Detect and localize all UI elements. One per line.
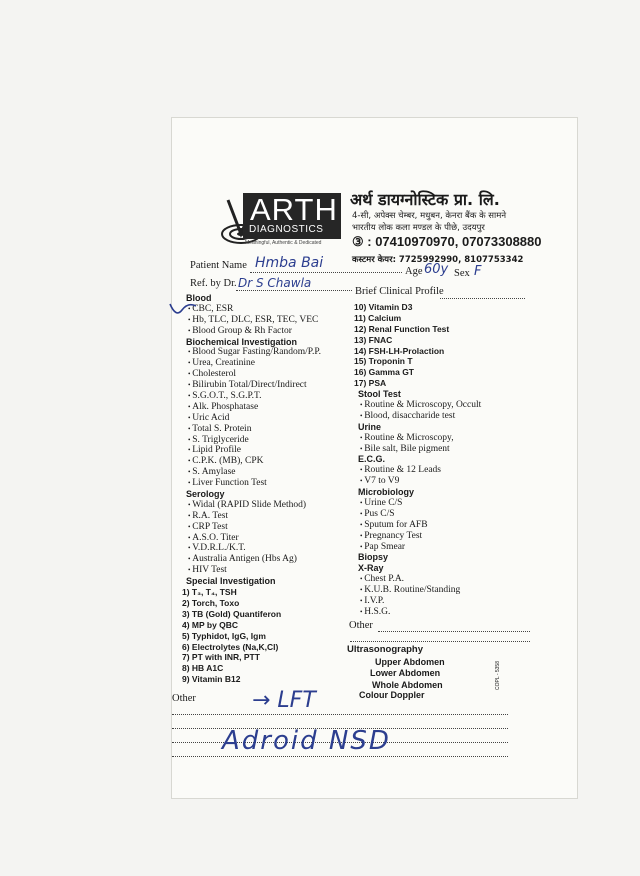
sex-label: Sex (454, 268, 470, 279)
usg-upper-abdomen: Upper Abdomen (375, 657, 445, 667)
test-checkbox-item[interactable]: • Uric Acid (188, 413, 321, 424)
test-checkbox-item[interactable]: • R.A. Test (188, 511, 321, 522)
section-heading: Serology (186, 489, 225, 500)
section-heading: Blood (186, 293, 212, 303)
test-checkbox-item[interactable]: • Total S. Protein (188, 424, 321, 435)
patient-name-value: Hmba Bai (255, 255, 324, 271)
numbered-test-item[interactable]: 16) Gamma GT (354, 367, 414, 378)
customer-care: कस्टमर केयर: 7725992990, 8107753342 (352, 255, 524, 265)
phone-numbers: ③ : 07410970970, 07073308880 (352, 234, 542, 249)
test-checkbox-item[interactable]: • Routine & Microscopy, Occult (360, 400, 481, 411)
left-other-label: Other (172, 693, 196, 704)
right-other-label: Other (349, 620, 373, 631)
test-checkbox-item[interactable]: • Lipid Profile (188, 445, 321, 456)
test-checkbox-item[interactable]: • K.U.B. Routine/Standing (360, 585, 481, 596)
test-checkbox-item[interactable]: • S. Amylase (188, 467, 321, 478)
test-checkbox-item[interactable]: • Blood, disaccharide test (360, 411, 481, 422)
form-code: COPL - 5358 (495, 661, 501, 690)
test-checkbox-item[interactable]: • A.S.O. Titer (188, 533, 321, 544)
test-checkbox-item[interactable]: • Australia Antigen (Hbs Ag) (188, 554, 321, 565)
handwritten-note-lft: → LFT (252, 688, 316, 713)
test-checkbox-item[interactable]: • HIV Test (188, 565, 321, 576)
sex-value: F (474, 264, 482, 279)
clinical-profile-line[interactable] (440, 298, 525, 299)
patient-name-line[interactable] (250, 272, 402, 273)
numbered-test-item[interactable]: 9) Vitamin B12 (182, 674, 241, 685)
numbered-test-item[interactable]: 5) Typhidot, IgG, Igm (182, 630, 266, 641)
numbered-test-item[interactable]: 10) Vitamin D3 (354, 302, 413, 312)
section-heading: Stool Test (358, 389, 401, 400)
age-label: Age (405, 266, 423, 277)
logo-tagline: Meaningful, Authentic & Dedicated (245, 240, 322, 246)
test-checkbox-item[interactable]: • Bilirubin Total/Direct/Indirect (188, 380, 321, 391)
logo-text: ARTH (250, 192, 338, 227)
test-checkbox-item[interactable]: • Routine & Microscopy, (360, 433, 481, 444)
patient-name-label: Patient Name (190, 260, 247, 271)
section-heading: E.C.G. (358, 454, 386, 465)
numbered-test-item[interactable]: 3) TB (Gold) Quantiferon (182, 608, 282, 619)
numbered-test-item[interactable]: 13) FNAC (354, 334, 393, 345)
test-checkbox-item[interactable]: • Urea, Creatinine (188, 358, 321, 369)
section-heading: Biopsy (358, 552, 389, 563)
left-test-column (182, 293, 322, 685)
test-checkbox-item[interactable]: • Blood Group & Rh Factor (188, 326, 321, 337)
test-checkbox-item[interactable]: • CRP Test (188, 522, 321, 533)
test-checkbox-item[interactable]: • Hb, TLC, DLC, ESR, TEC, VEC (188, 315, 321, 326)
test-checkbox-item[interactable]: • Chest P.A. (360, 574, 481, 585)
test-checkbox-item[interactable]: • Pregnancy Test (360, 531, 481, 542)
company-name-hindi: अर्थ डायग्नोस्टिक प्रा. लि. (350, 190, 500, 209)
usg-lower-abdomen: Lower Abdomen (370, 668, 441, 678)
test-checkbox-item[interactable]: • CBC, ESR (188, 304, 321, 315)
numbered-test-item[interactable]: 7) PT with INR, PTT (182, 652, 260, 663)
numbered-test-item[interactable]: 14) FSH-LH-Prolaction (354, 345, 445, 356)
numbered-test-item[interactable]: 11) Calcium (354, 312, 402, 323)
numbered-test-item[interactable]: 6) Electrolytes (Na,K,Cl) (182, 641, 279, 652)
right-other-line-2[interactable] (350, 641, 530, 642)
test-checkbox-item[interactable]: • I.V.P. (360, 596, 481, 607)
usg-heading: Ultrasonography (347, 644, 424, 655)
numbered-test-item[interactable]: 17) PSA (354, 378, 387, 389)
section-heading: Urine (358, 421, 382, 432)
ref-doctor-line[interactable] (236, 290, 352, 291)
notes-line-4[interactable] (172, 756, 508, 757)
ref-doctor-value: Dr S Chawla (238, 276, 312, 290)
numbered-test-item[interactable]: 8) HB A1C (182, 663, 224, 674)
numbered-test-item[interactable]: 2) Torch, Toxo (182, 597, 240, 608)
address-line-1: 4-सी, अपेक्स चेम्बर, मधुबन, केनरा बैंक के सामने (352, 211, 507, 221)
brand-logo (243, 193, 341, 239)
notes-line-1[interactable] (172, 714, 508, 715)
section-heading: X-Ray (358, 563, 384, 574)
test-checkbox-item[interactable]: • Sputum for AFB (360, 520, 481, 531)
test-checkbox-item[interactable]: • Pap Smear (360, 542, 481, 553)
section-heading: Microbiology (358, 487, 414, 498)
handwritten-tick-mark (168, 300, 198, 320)
test-checkbox-item[interactable]: • V7 to V9 (360, 476, 481, 487)
usg-whole-abdomen: Whole Abdomen (372, 680, 443, 690)
test-checkbox-item[interactable]: • S. Triglyceride (188, 435, 321, 446)
numbered-test-item[interactable]: 4) MP by QBC (182, 619, 239, 630)
numbered-test-item[interactable]: 12) Renal Function Test (354, 323, 450, 334)
test-checkbox-item[interactable]: • Liver Function Test (188, 478, 321, 489)
test-checkbox-item[interactable]: • Widal (RAPID Slide Method) (188, 500, 321, 511)
clinical-profile-label: Brief Clinical Profile (355, 286, 444, 297)
ref-doctor-label: Ref. by Dr. (190, 278, 237, 289)
test-checkbox-item[interactable]: • Urine C/S (360, 498, 481, 509)
test-checkbox-item[interactable]: • Pus C/S (360, 509, 481, 520)
test-checkbox-item[interactable]: • C.P.K. (MB), CPK (188, 456, 321, 467)
address-line-2: भारतीय लोक कला मण्डल के पीछे, उदयपुर (352, 223, 485, 233)
test-checkbox-item[interactable]: • H.S.G. (360, 607, 481, 618)
numbered-test-item[interactable]: 15) Troponin T (354, 356, 413, 367)
section-heading: Biochemical Investigation (186, 336, 298, 347)
right-other-line[interactable] (378, 631, 530, 632)
handwritten-note-bottom: Adroid NSD (222, 726, 391, 756)
test-checkbox-item[interactable]: • Bile salt, Bile pigment (360, 444, 481, 455)
test-checkbox-item[interactable]: • S.G.O.T., S.G.P.T. (188, 391, 321, 402)
test-checkbox-item[interactable]: • V.D.R.L./K.T. (188, 543, 321, 554)
numbered-test-item[interactable]: 1) T₃, T₄, TSH (182, 587, 237, 598)
age-value: 60y (424, 262, 449, 277)
test-checkbox-item[interactable]: • Alk. Phosphatase (188, 402, 321, 413)
test-checkbox-item[interactable]: • Routine & 12 Leads (360, 465, 481, 476)
section-heading: Special Investigation (186, 576, 276, 587)
logo-subtext: DIAGNOSTICS (249, 224, 324, 235)
test-checkbox-item[interactable]: • Cholesterol (188, 369, 321, 380)
right-test-column (354, 302, 482, 618)
test-checkbox-item[interactable]: • Blood Sugar Fasting/Random/P.P. (188, 347, 321, 358)
usg-colour-doppler: Colour Doppler (359, 690, 425, 700)
